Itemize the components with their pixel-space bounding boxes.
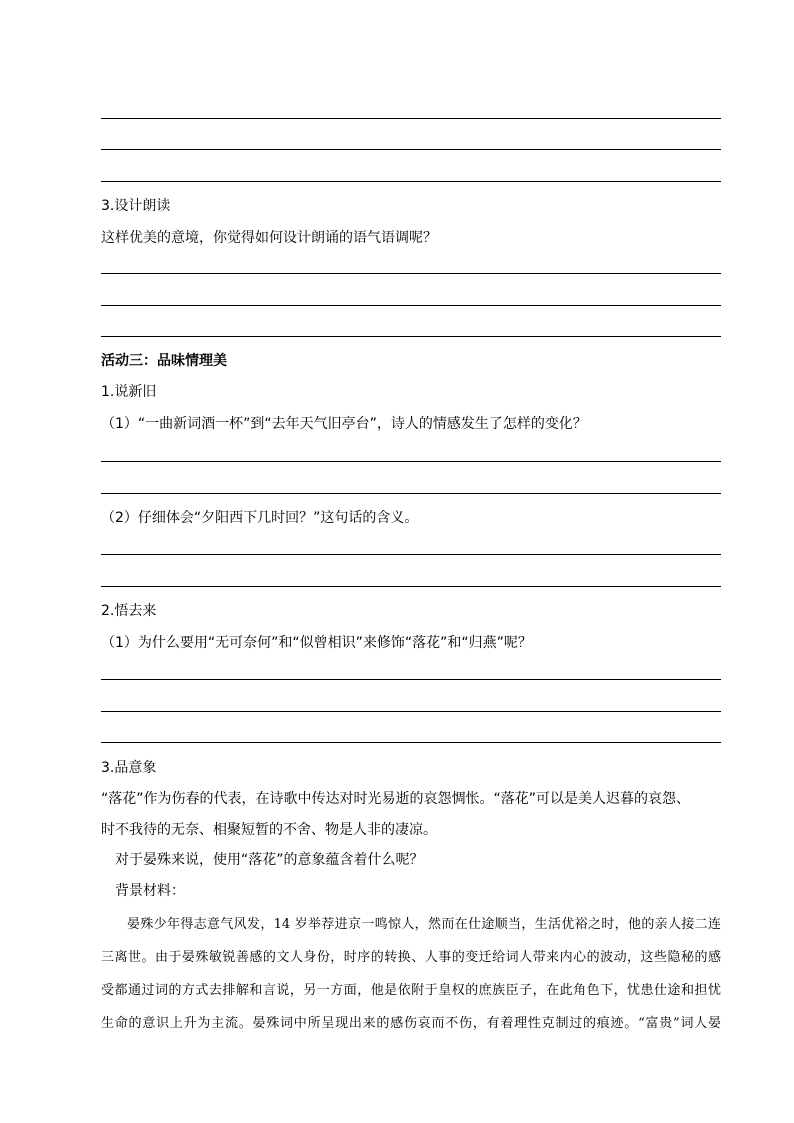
background-line: 受都通过词的方式去排解和言说，另一方面，他是依附于皇权的庶族臣子，在此角色下，忧患仕途和担忧 [101, 983, 721, 998]
paragraph-line: 时不我待的无奈、相聚短暂的不舍、物是人非的凄凉。 [101, 822, 437, 838]
background-line: 晏殊少年得志意气风发，14 岁举荐进京一鸣惊人，然而在仕途顺当，生活优裕之时，他的亲人接二连 [127, 917, 721, 932]
answer-line [101, 118, 721, 119]
part2-question-1: （1）为什么要用“无可奈何”和“似曾相识”来修饰“落花”和“归燕”呢？ [101, 635, 532, 651]
answer-line [101, 336, 721, 337]
answer-line [101, 742, 721, 743]
background-line: 生命的意识上升为主流。晏殊词中所呈现出来的感伤哀而不伤，有着理性克制过的痕迹。“富贵”词人晏 [101, 1016, 721, 1031]
question-design-reading: 这样优美的意境，你觉得如何设计朗诵的语气语调呢？ [101, 230, 437, 246]
answer-line [101, 679, 721, 680]
part1-question-1: （1）“一曲新词酒一杯”到“去年天气旧亭台”，诗人的情感发生了怎样的变化？ [101, 416, 587, 432]
answer-line [101, 461, 721, 462]
background-label: 背景材料： [115, 883, 185, 899]
section-heading-design-reading: 3.设计朗读 [101, 198, 171, 214]
part2-heading: 2.悟去来 [101, 603, 157, 619]
answer-line [101, 711, 721, 712]
answer-line [101, 586, 721, 587]
part1-question-2: （2）仔细体会“夕阳西下几时回？”这句话的含义。 [101, 510, 419, 526]
paragraph-line: “落花”作为伤春的代表，在诗歌中传达对时光易逝的哀怨惆怅。“落花”可以是美人迟暮的哀怨、 [101, 791, 691, 807]
answer-line [101, 181, 721, 182]
part3-heading: 3.品意象 [101, 760, 157, 776]
background-line: 三离世。由于晏殊敏锐善感的文人身份，时序的转换、人事的变迁给词人带来内心的波动，这些隐秘的感 [101, 950, 721, 965]
part3-question: 对于晏殊来说，使用“落花”的意象蕴含着什么呢？ [115, 852, 424, 868]
answer-line [101, 554, 721, 555]
background-material [101, 908, 721, 1040]
answer-line [101, 273, 721, 274]
activity-title: 活动三：品味情理美 [101, 353, 227, 369]
answer-line [101, 493, 721, 494]
part3-paragraph [101, 784, 721, 846]
answer-line [101, 149, 721, 150]
part1-heading: 1.说新旧 [101, 384, 157, 400]
answer-line [101, 305, 721, 306]
